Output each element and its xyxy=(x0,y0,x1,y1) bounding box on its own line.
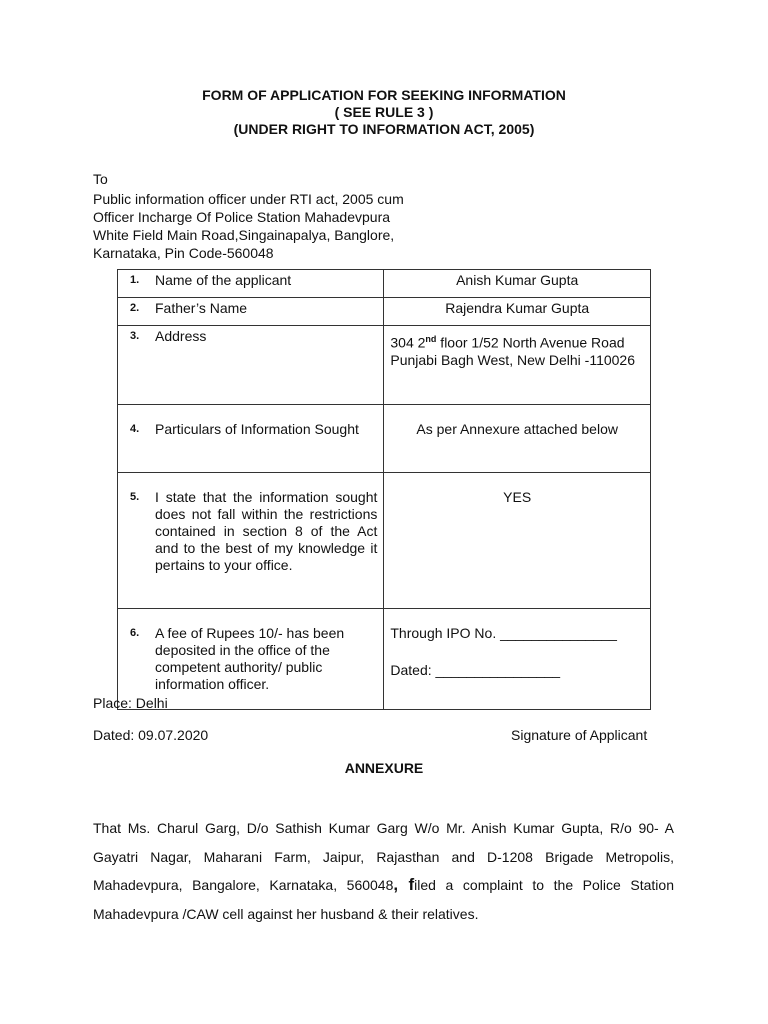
row-number: 1. xyxy=(130,274,140,286)
annexure-paragraph: That Ms. Charul Garg, D/o Sathish Kumar Garg W/o Mr. Anish Kumar Gupta, R/o 90- A Gayatri Nagar, Maharani Farm, Jaipur, Rajasthan and D-1208 Brigade Metropolis, Mahadevpura, Bangalore, Karnataka, 560048, filed a complaint to the Police Station Mahadevpura /CAW cell against her husband & their relatives. xyxy=(93,820,674,922)
address-line: Karnataka, Pin Code-560048 xyxy=(93,245,274,261)
table-row xyxy=(118,473,651,609)
table-row xyxy=(118,298,651,326)
row-label: A fee of Rupees 10/- has been deposited in the office of the competent authority/ public information officer. xyxy=(155,625,345,692)
application-table xyxy=(117,269,651,710)
rule-reference: ( SEE RULE 3 ) xyxy=(334,104,434,120)
place: Place: Delhi xyxy=(93,695,168,711)
address-line: White Field Main Road,Singainapalya, Banglore, xyxy=(93,227,395,243)
row-number: 5. xyxy=(130,491,140,503)
act-reference: (UNDER RIGHT TO INFORMATION ACT, 2005) xyxy=(233,121,535,137)
row-value: 304 2nd floor 1/52 North Avenue Road Punjabi Bagh West, New Delhi -110026 xyxy=(390,334,635,368)
form-title: FORM OF APPLICATION FOR SEEKING INFORMATION xyxy=(202,87,566,103)
row-label: Name of the applicant xyxy=(155,272,292,288)
form-header xyxy=(0,87,768,138)
address-line: Public information officer under RTI act, 2005 cum xyxy=(93,191,404,207)
row-number: 4. xyxy=(130,423,140,435)
row-value: Rajendra Kumar Gupta xyxy=(445,300,590,316)
ipo-number-field: Through IPO No. _______________ xyxy=(390,625,617,641)
table-row xyxy=(118,609,651,710)
row-value xyxy=(384,609,650,679)
row-value: As per Annexure attached below xyxy=(416,421,618,437)
date: Dated: 09.07.2020 xyxy=(93,727,209,743)
to-label: To xyxy=(93,171,108,187)
row-label: Father’s Name xyxy=(155,300,248,316)
row-label: Particulars of Information Sought xyxy=(155,421,359,437)
row-number: 3. xyxy=(130,330,140,342)
table-row xyxy=(118,405,651,473)
recipient-address xyxy=(93,170,404,262)
table-row xyxy=(118,326,651,405)
row-value: YES xyxy=(503,489,532,505)
row-label: Address xyxy=(155,328,207,344)
ipo-dated-field: Dated: ________________ xyxy=(390,662,561,678)
row-number: 2. xyxy=(130,302,140,314)
row-label: I state that the information sought does not fall within the restrictions contained in section 8 of the Act and to the best of my knowledge it pertains to your office. xyxy=(155,489,378,573)
address-line: Officer Incharge Of Police Station Mahadevpura xyxy=(93,209,391,225)
row-number: 6. xyxy=(130,627,140,639)
annexure-title: ANNEXURE xyxy=(344,760,424,776)
row-value: Anish Kumar Gupta xyxy=(456,272,579,288)
signature-label: Signature of Applicant xyxy=(511,727,648,743)
table-row xyxy=(118,270,651,298)
